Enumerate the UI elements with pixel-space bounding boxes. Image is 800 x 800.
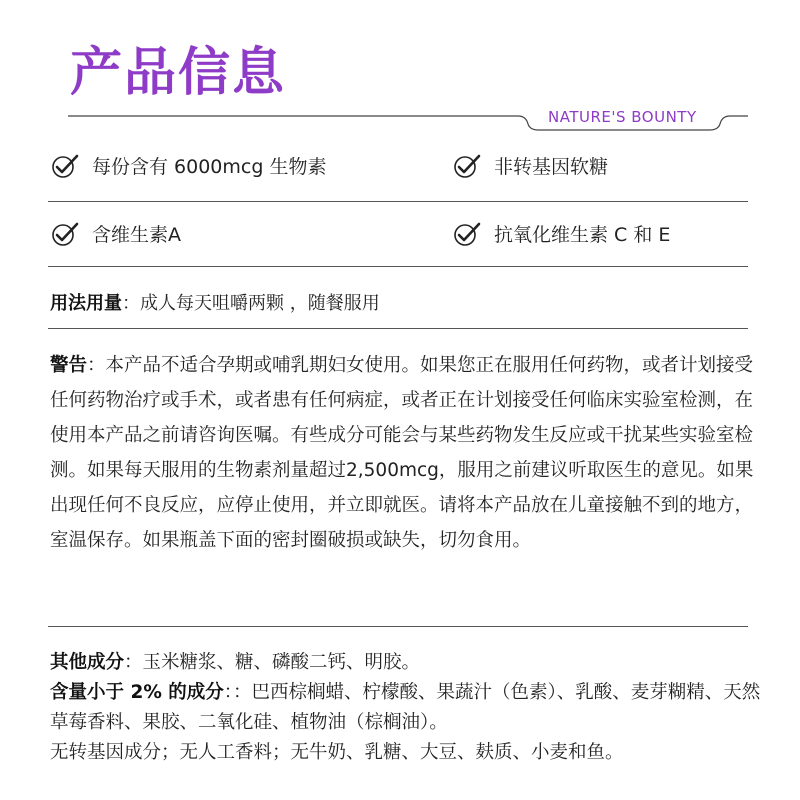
warning-label: 警告 (50, 355, 88, 376)
feature-item (50, 152, 326, 179)
other-ingredients-text: ：玉米糖浆、糖、磷酸二钙、明胶。 (124, 652, 421, 673)
feature-label: 抗氧化维生素 C 和 E (494, 224, 671, 246)
check-icon (452, 153, 482, 179)
check-icon (50, 221, 80, 247)
minor-ingredients-label: 含量小于 2% 的成分 (50, 682, 224, 703)
page-title: 产品信息 (70, 43, 287, 103)
brand-name: NATURE'S BOUNTY (548, 108, 697, 126)
minor-ingredients (50, 678, 770, 738)
divider (48, 201, 748, 202)
usage-text: ：成人每天咀嚼两颗 ，随餐服用 (122, 293, 380, 314)
feature-label: 每份含有 6000mcg 生物素 (92, 156, 327, 178)
check-icon (50, 153, 80, 179)
usage-label: 用法用量 (50, 293, 122, 314)
warning-section (50, 348, 770, 558)
feature-item (452, 220, 670, 247)
minor-ingredients-text: ：：巴西棕榈蜡、柠檬酸、果蔬汁（色素）、乳酸、麦芽糊精、天然草莓香料、果胶、二氧化硅、植物油（棕榈油）。 (50, 682, 761, 733)
divider (48, 626, 748, 627)
usage-section (50, 289, 380, 315)
check-icon (452, 221, 482, 247)
divider (48, 266, 748, 267)
warning-text: ：本产品不适合孕期或哺乳期妇女使用。如果您正在服用任何药物，或者计划接受任何药物治疗或手术，或者患有任何病症，或者正在计划接受任何临床实验室检测，在使用本产品之前请咨询医嘱。有些成分可能会与某些药物发生反应或干扰某些实验室检测。如果每天服用的生物素剂量超过2,500mcg，服用之前建议听取医生的意见。如果出现任何不良反应，应停止使用，并立即就医。请将本产品放在儿童接触不到的地方，室温保存。如果瓶盖下面的密封圈破损或缺失，切勿食用。 (50, 355, 754, 551)
ingredients-section (50, 648, 770, 768)
divider (48, 328, 748, 329)
feature-label: 非转基因软糖 (494, 156, 609, 178)
feature-item (50, 220, 181, 247)
non-gmo-statement: 无转基因成分；无人工香料；无牛奶、乳糖、大豆、麸质、小麦和鱼。 (50, 742, 624, 763)
feature-label: 含维生素A (92, 224, 181, 246)
feature-item (452, 152, 608, 179)
other-ingredients-label: 其他成分 (50, 652, 125, 673)
other-ingredients (50, 648, 770, 678)
